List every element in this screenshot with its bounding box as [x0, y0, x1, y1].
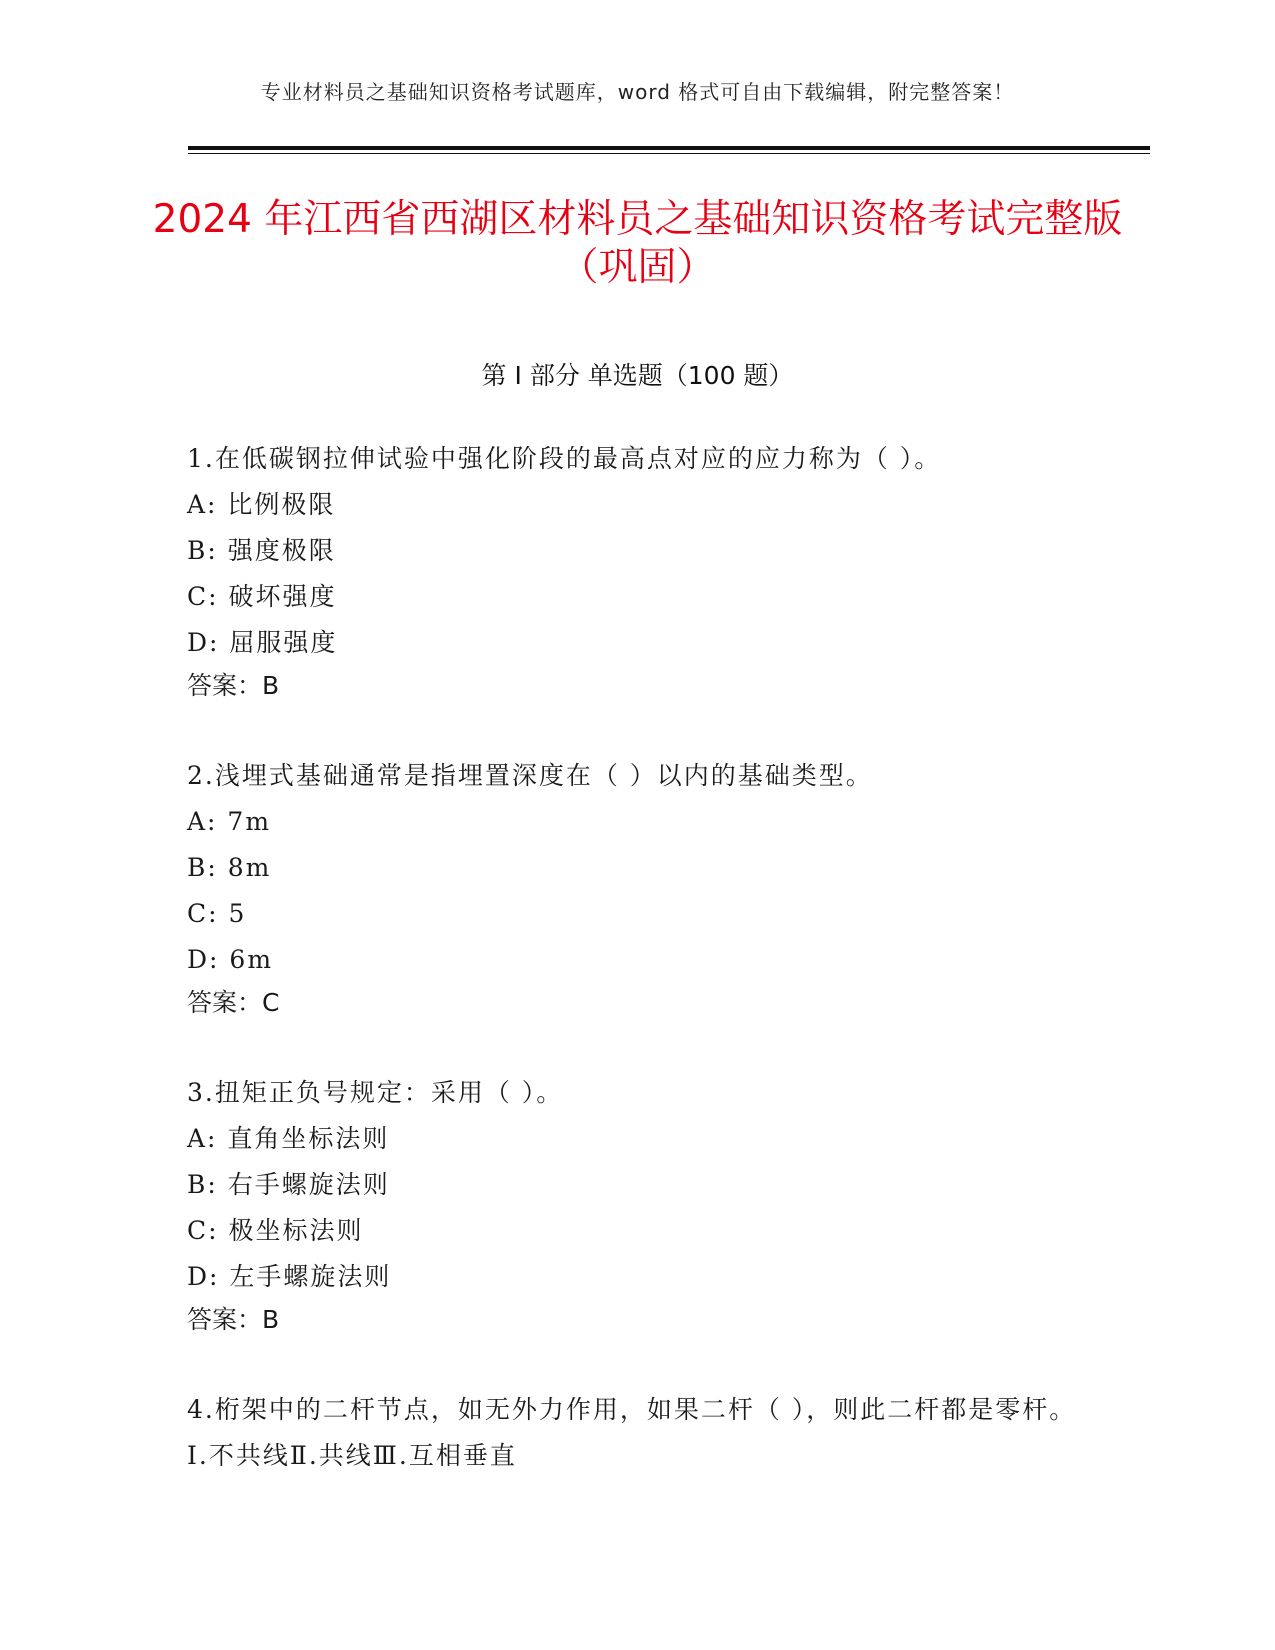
question-stem: 3.扭矩正负号规定：采用（ ）。 [187, 1078, 564, 1107]
option-b: B: 强度极限 [187, 536, 336, 565]
question-stem: 2.浅埋式基础通常是指埋置深度在（ ）以内的基础类型。 [187, 761, 873, 790]
question-stem: 1.在低碳钢拉伸试验中强化阶段的最高点对应的应力称为（ ）。 [187, 444, 942, 473]
answer-label: 答案：C [187, 988, 280, 1017]
option-c: C: 破坏强度 [187, 582, 337, 611]
option-c: C: 5 [187, 899, 247, 928]
option-b: B: 8m [187, 853, 272, 882]
question-2 [187, 753, 1087, 1023]
answer-label: 答案：B [187, 671, 280, 700]
header-note: 专业材料员之基础知识资格考试题库，word 格式可自由下载编辑，附完整答案！ [260, 80, 1015, 104]
document-title: 2024 年江西省西湖区材料员之基础知识资格考试完整版（巩固） [152, 197, 1123, 290]
option-a: A: 7m [187, 807, 272, 836]
option-d: D: 左手螺旋法则 [187, 1262, 392, 1291]
option-b: B: 右手螺旋法则 [187, 1170, 390, 1199]
option-d: D: 6m [187, 945, 274, 974]
option-c: C: 极坐标法则 [187, 1216, 364, 1245]
answer-label: 答案：B [187, 1305, 280, 1334]
question-3 [187, 1070, 1087, 1340]
section-title: 第 I 部分 单选题（100 题） [481, 361, 794, 390]
option-d: D: 屈服强度 [187, 628, 338, 657]
question-stem: 4.桁架中的二杆节点，如无外力作用，如果二杆（ ），则此二杆都是零杆。I.不共线Ⅱ.共线Ⅲ.互相垂直 [187, 1395, 1077, 1470]
header-divider [188, 146, 1150, 150]
question-1 [187, 436, 1087, 706]
option-a: A: 比例极限 [187, 490, 336, 519]
option-a: A: 直角坐标法则 [187, 1124, 390, 1153]
question-list [187, 436, 1087, 1526]
question-4 [187, 1387, 1087, 1479]
header-divider-thin [188, 153, 1150, 154]
